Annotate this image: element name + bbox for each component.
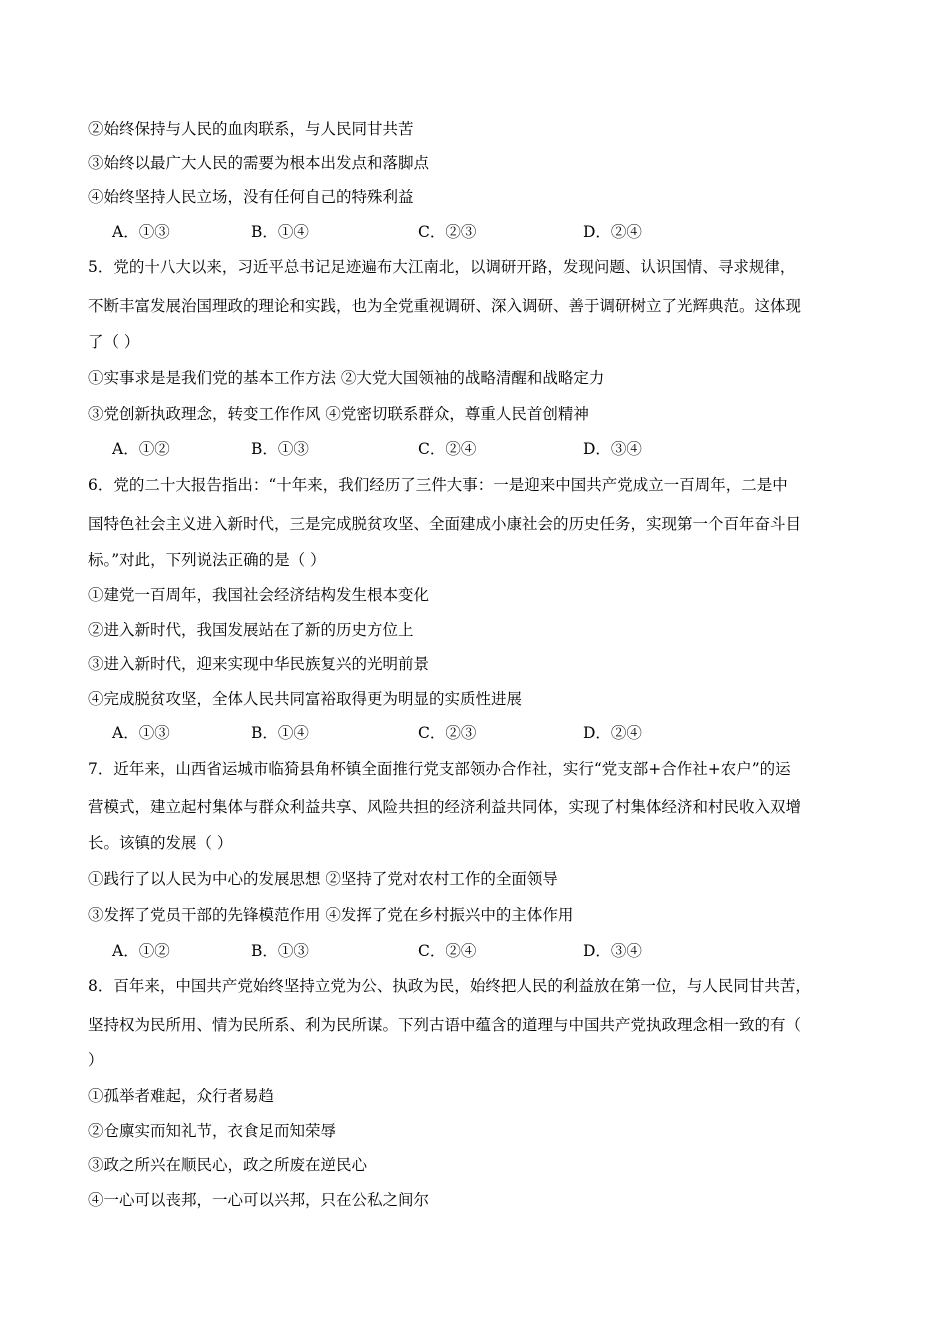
q5-stem-line-2: 不断丰富发展治国理政的理论和实践，也为全党重视调研、深入调研、善于调研树立了光辉典范。这体现	[88, 297, 802, 315]
q8-stem-line-3: ）	[88, 1051, 104, 1069]
q8-stem-line-2: 坚持权为民所用、情为民所系、利为民所谋。下列古语中蕴含的道理与中国共产党执政理念相一致的有（	[88, 1016, 802, 1034]
q7-option-c: C．②④	[418, 942, 477, 960]
q7-items-line-2: ③发挥了党员干部的先锋模范作用 ④发挥了党在乡村振兴中的主体作用	[88, 906, 574, 924]
q5-stem-line-3: 了（ ）	[88, 333, 140, 351]
q8-stem-line-1: 8．百年来，中国共产党始终坚持立党为公、执政为民，始终把人民的利益放在第一位，与人民同甘共苦，	[88, 977, 811, 995]
q6-option-b: B．①④	[251, 724, 309, 742]
q6-stem-line-1: 6．党的二十大报告指出：“十年来，我们经历了三件大事：一是迎来中国共产党成立一百周年，二是中	[88, 476, 788, 494]
q6-item-1: ①建党一百周年，我国社会经济结构发生根本变化	[88, 586, 430, 604]
q8-item-4: ④一心可以丧邦，一心可以兴邦，只在公私之间尔	[88, 1191, 430, 1209]
q6-option-c: C．②③	[418, 724, 477, 742]
q4-item-3: ③始终以最广大人民的需要为根本出发点和落脚点	[88, 154, 430, 172]
q8-item-2: ②仓廪实而知礼节，衣食足而知荣辱	[88, 1122, 337, 1140]
q5-option-a: A．①②	[112, 440, 170, 458]
q5-items-line-2: ③党创新执政理念，转变工作作风 ④党密切联系群众，尊重人民首创精神	[88, 405, 589, 423]
q6-stem-line-2: 国特色社会主义进入新时代，三是完成脱贫攻坚、全面建成小康社会的历史任务，实现第一个百年奋斗目	[88, 515, 802, 533]
q6-item-4: ④完成脱贫攻坚，全体人民共同富裕取得更为明显的实质性进展	[88, 690, 523, 708]
q7-option-d: D．③④	[583, 942, 642, 960]
q4-option-b: B．①④	[251, 223, 309, 241]
q4-item-2: ②始终保持与人民的血肉联系，与人民同甘共苦	[88, 120, 414, 138]
q8-item-1: ①孤举者难起，众行者易趋	[88, 1087, 275, 1105]
q4-item-4: ④始终坚持人民立场，没有任何自己的特殊利益	[88, 188, 414, 206]
q7-option-a: A．①②	[112, 942, 170, 960]
q4-option-c: C．②③	[418, 223, 477, 241]
q6-option-d: D．②④	[583, 724, 642, 742]
q7-stem-line-3: 长。该镇的发展（ ）	[88, 834, 233, 852]
q7-stem-line-2: 营模式，建立起村集体与群众利益共享、风险共担的经济利益共同体，实现了村集体经济和村民收入双增	[88, 798, 802, 816]
q4-option-a: A．①③	[112, 223, 170, 241]
q5-option-d: D．③④	[583, 440, 642, 458]
q5-option-b: B．①③	[251, 440, 309, 458]
q6-item-3: ③进入新时代，迎来实现中华民族复兴的光明前景	[88, 655, 430, 673]
q8-item-3: ③政之所兴在顺民心，政之所废在逆民心	[88, 1156, 368, 1174]
q6-option-a: A．①③	[112, 724, 170, 742]
q7-stem-line-1: 7．近年来，山西省运城市临猗县角杯镇全面推行党支部领办合作社，实行“党支部+合作社+农户”的运	[88, 760, 791, 778]
q7-items-line-1: ①践行了以人民为中心的发展思想 ②坚持了党对农村工作的全面领导	[88, 870, 558, 888]
q7-option-b: B．①③	[251, 942, 309, 960]
q5-items-line-1: ①实事求是是我们党的基本工作方法 ②大党大国领袖的战略清醒和战略定力	[88, 369, 605, 387]
q4-option-d: D．②④	[583, 223, 642, 241]
q6-item-2: ②进入新时代，我国发展站在了新的历史方位上	[88, 621, 414, 639]
q5-stem-line-1: 5．党的十八大以来，习近平总书记足迹遍布大江南北，以调研开路，发现问题、认识国情、寻求规律，	[88, 258, 796, 276]
q5-option-c: C．②④	[418, 440, 477, 458]
q6-stem-line-3: 标。”对此，下列说法正确的是（ ）	[88, 551, 326, 569]
